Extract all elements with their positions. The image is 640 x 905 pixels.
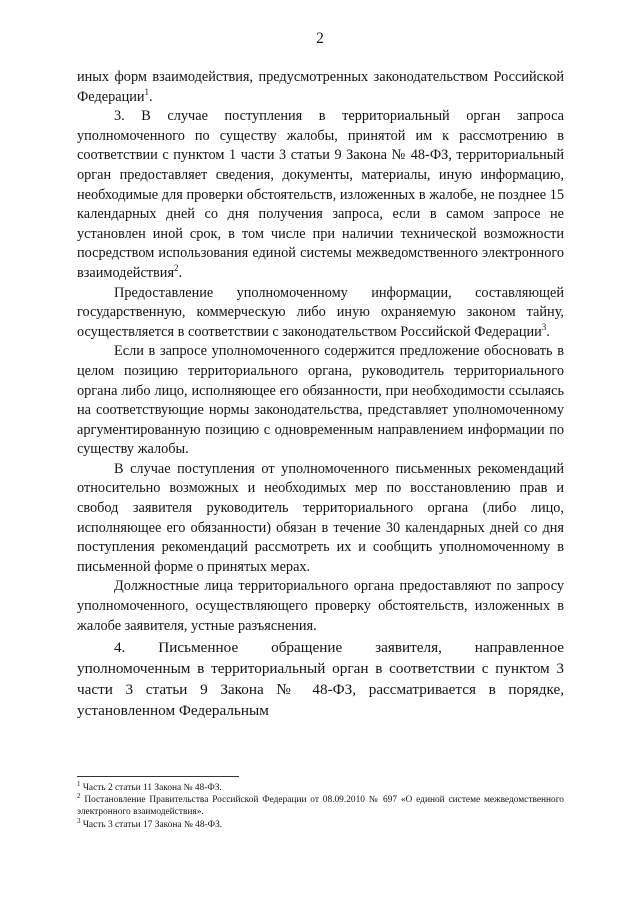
page-number: 2 [316,30,324,47]
footnotes [77,779,564,831]
document-body [77,68,564,721]
paragraph-recommendations: В случае поступления от уполномоченного письменных рекомендаций относительно возможных и необходимых мер по восстановлению прав и свобод заявителя руководитель территориального органа (либо лицо, исполняющее его обязанности) обязан в течение 30 календарных дней со дня поступления рекомендаций рассмотреть их и сообщить уполномоченному в письменной форме о принятых мерах. [77,460,564,575]
footnote-2: $^2$ Постановление Правительства Российской Федерации от 08.09.2010 № 697 «О единой системе межведомственного электронного взаимодействия». [77,792,564,818]
paragraph-position-request: Если в запросе уполномоченного содержится предложение обосновать в целом позицию территориального органа, руководитель территориального органа либо лицо, исполняющее его обязанности, при необходимости ссылаясь на соответствующие нормы законодательства, представляет уполномоченному аргументированную позицию с одновременным направлением информации по существу жалобы. [77,343,564,458]
footnote-3: $^3$ Часть 3 статьи 17 Закона № 48-ФЗ. [77,816,223,830]
footnote-ref-3: 3 [541,321,547,332]
footnote-ref-2: 2 [174,263,179,274]
paragraph-item-3: 3. В случае поступления в территориальный орган запроса уполномоченного по существу жалобы, принятой им к рассмотрению в соответствии с пунктом 1 части 3 статьи 9 Закона № 48-ФЗ, территориальный орган предоставляет сведения, документы, материалы, иную информацию, необходимые для проверки обстоятельств, изложенных в жалобе, не позднее 15 календарных дней со дня получения запроса, если в самом запросе не установлен иной срок, в том числе при наличии технической возможности посредством использования единой системы межведомственного электронного взаимодействия$^2$. [77,108,564,281]
footnote-separator [77,776,239,777]
paragraph-continuation: иных форм взаимодействия, предусмотренных законодательством Российской Федерации$^1$. [77,69,564,105]
paragraph-state-secret: Предоставление уполномоченному информации, составляющей государственную, коммерческую либо иную охраняемую законом тайну, осуществляется в соответствии с законодательством Российской Федерации$^3$. [77,284,564,340]
footnote-ref-1: 1 [144,86,150,97]
paragraph-item-4: 4. Письменное обращение заявителя, направленное уполномоченным в территориальный орган в соответствии с пунктом 3 части 3 статьи 9 Закона № 48-ФЗ, рассматривается в порядке, установленном Федеральным [77,639,564,720]
footnote-1: $^1$ Часть 2 статьи 11 Закона № 48-ФЗ. [77,779,222,793]
paragraph-oral-explanations: Должностные лица территориального органа предоставляют по запросу уполномоченного, осуществляющего проверку обстоятельств, изложенных в жалобе заявителя, устные разъяснения. [77,578,564,634]
